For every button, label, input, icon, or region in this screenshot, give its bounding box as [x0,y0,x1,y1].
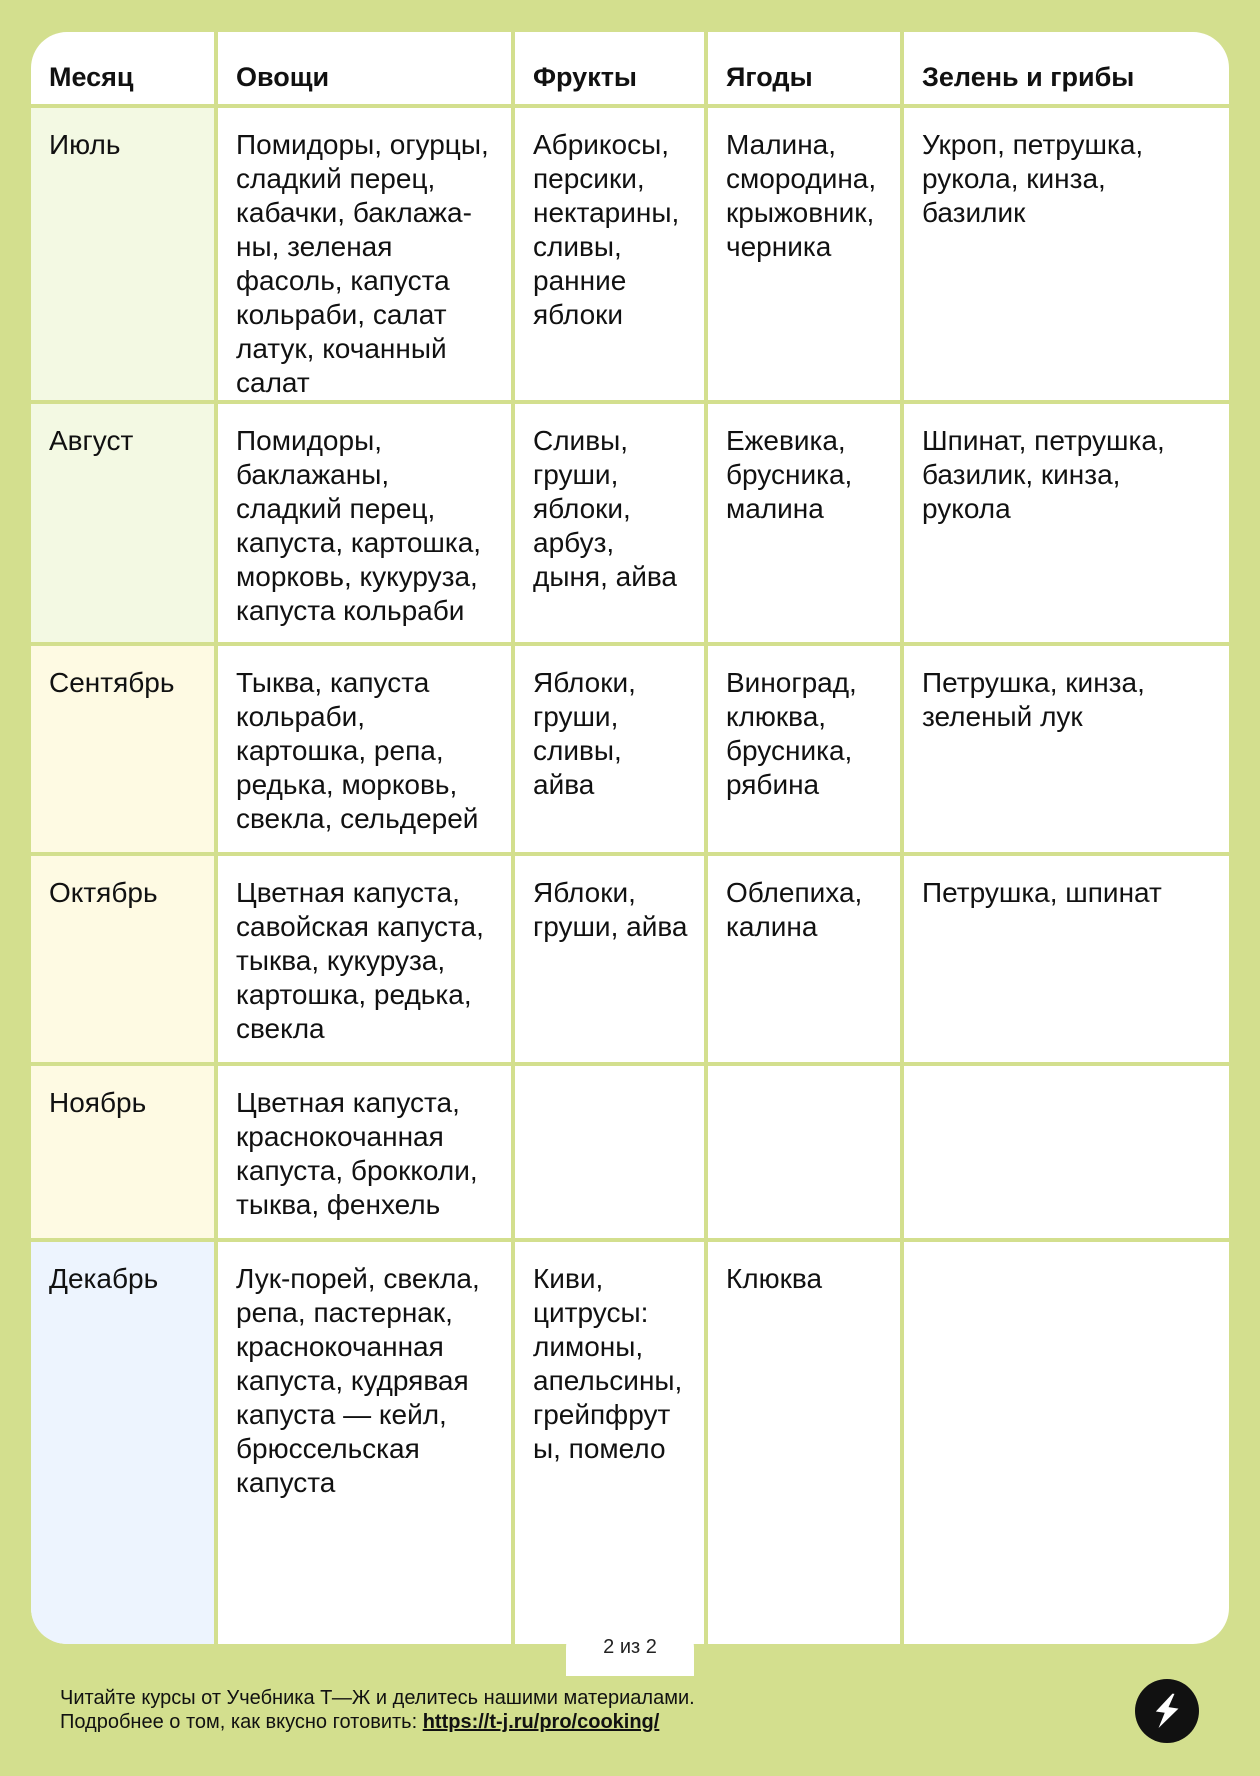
berries-cell: Малина, смородина, крыжовник, черника [706,106,902,402]
month-cell: Ноябрь [31,1064,216,1240]
table-row [31,106,1229,402]
table-row [31,854,1229,1064]
month-cell: Октябрь [31,854,216,1064]
seasonal-produce-table [31,32,1229,1644]
berries-cell [706,1064,902,1240]
footer-line-2-prefix: Подробнее о том, как вкусно готовить: [60,1711,423,1733]
lightning-bolt-logo-icon[interactable] [1135,1679,1199,1743]
footer-line-2 [60,1710,695,1734]
season-table-card [31,32,1229,1644]
month-cell: Август [31,402,216,644]
cooking-course-link[interactable]: https://t-j.ru/pro/cooking/ [422,1711,660,1733]
footer-line-1: Читайте курсы от Учебника Т—Ж и делитесь нашими материалами. [60,1687,695,1709]
fruits-cell [513,1064,706,1240]
header-greens: Зелень и грибы [902,32,1229,106]
greens-cell: Шпинат, петрушка, базилик, кинза, рукола [902,402,1229,644]
month-cell: Июль [31,106,216,402]
vegetables-cell: Цветная капуста, савойская капуста, тыква, кукуруза, картошка, редька, свекла [216,854,513,1064]
greens-cell [902,1240,1229,1644]
month-cell: Сентябрь [31,644,216,854]
greens-cell [902,1064,1229,1240]
table-row [31,1064,1229,1240]
berries-cell: Ежевика, брусника, малина [706,402,902,644]
greens-cell: Петрушка, шпинат [902,854,1229,1064]
vegetables-cell: Лук-порей, свекла, репа, пастернак, краснокочанная капуста, кудрявая капуста — кейл, брюссельская капуста [216,1240,513,1644]
berries-cell: Облепиха, калина [706,854,902,1064]
header-berries: Ягоды [706,32,902,106]
vegetables-cell: Тыква, капуста кольраби, картошка, репа, редька, морковь, свекла, сельдерей [216,644,513,854]
footer-note [60,1686,695,1734]
lightning-bolt-icon [1150,1691,1184,1731]
fruits-cell: Абрикосы, персики, нектарины, сливы, ранние яблоки [513,106,706,402]
page-indicator: 2 из 2 [566,1620,694,1676]
vegetables-cell: Помидоры, огурцы, сладкий перец, кабачки, баклажаны, зеленая фасоль, капуста кольраби, салат латук, кочанный салат [216,106,513,402]
greens-cell: Укроп, петрушка, рукола, кинза, базилик [902,106,1229,402]
fruits-cell: Сливы, груши, яблоки, арбуз, дыня, айва [513,402,706,644]
table-row [31,644,1229,854]
vegetables-cell: Помидоры, баклажаны, сладкий перец, капуста, картошка, морковь, кукуруза, капуста кольраби [216,402,513,644]
month-cell: Декабрь [31,1240,216,1644]
vegetables-cell: Цветная капуста, краснокочанная капуста, брокколи, тыква, фенхель [216,1064,513,1240]
table-header-row [31,32,1229,106]
header-vegetables: Овощи [216,32,513,106]
table-row [31,1240,1229,1644]
berries-cell: Виноград, клюква, брусника, рябина [706,644,902,854]
fruits-cell: Яблоки, груши, айва [513,854,706,1064]
fruits-cell: Яблоки, груши, сливы, айва [513,644,706,854]
greens-cell: Петрушка, кинза, зеленый лук [902,644,1229,854]
berries-cell: Клюква [706,1240,902,1644]
header-month: Месяц [31,32,216,106]
fruits-cell: Киви, цитрусы: лимоны, апельсины, грейпфруты, помело [513,1240,706,1644]
header-fruits: Фрукты [513,32,706,106]
table-row [31,402,1229,644]
